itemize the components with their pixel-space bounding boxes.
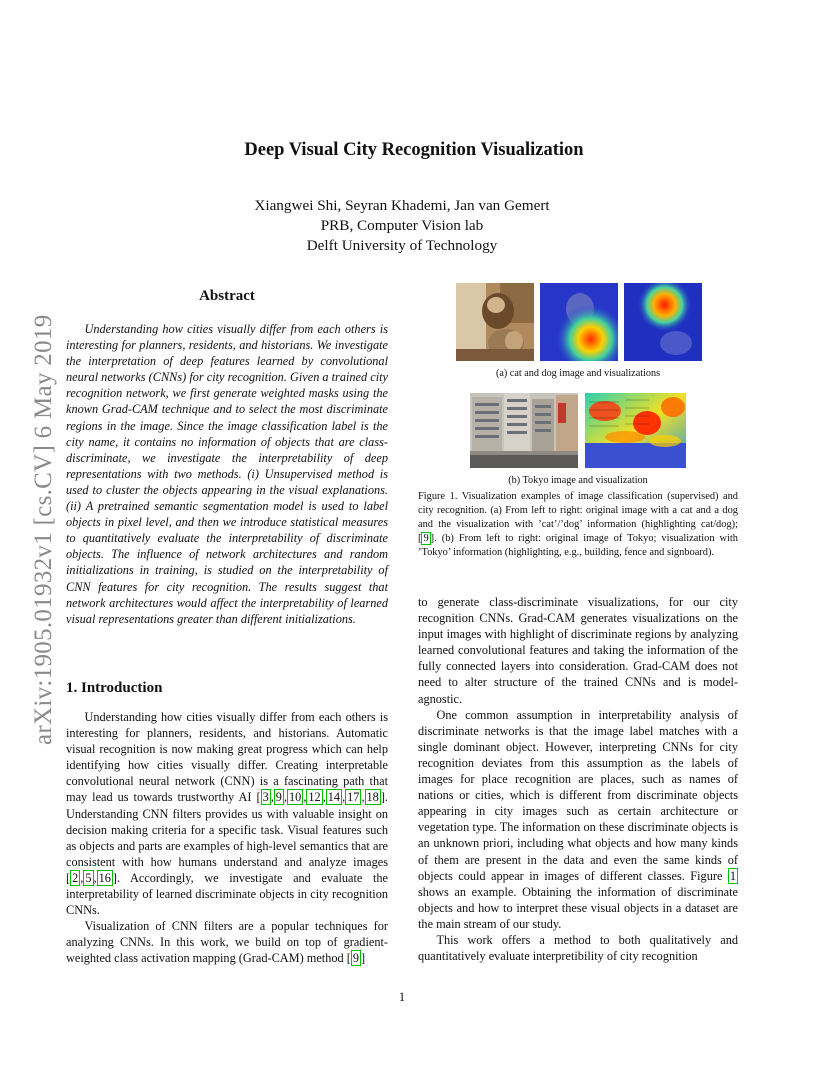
cat-visualization-image bbox=[540, 283, 618, 361]
abstract-text: Understanding how cities visually differ from each others is interesting for planners, residents, and historians. We investigate the interpretation of deep features learned by convolutional neural networks (CNNs) for city recognition. Given a trained city recognition network, we first generate weighted masks using the known Grad-CAM technique and to select the most discriminate regions in the image. Since the image classification label is the city name, it contains no information of objects that are class-discriminate, we investigate the interpretability of deep representations with two methods. (i) Unsupervised method is used to cluster the objects appearing in the visual explanations. (ii) A pretrained semantic segmentation model is used to label objects in pixel level, and then we introduce statistical measures to quantitatively evaluate the interpretability of discriminate objects. The influence of network architectures and random initializations in training, is studied on the interpretability of CNN features for city recognition. The results suggest that network architectures would affect the interpretability of learned visual representations greater than different initializations. bbox=[66, 322, 388, 626]
paper-title: Deep Visual City Recognition Visualization bbox=[244, 140, 584, 160]
intro-paragraph-2-continued: to generate class-discriminate visualizations, for our city recognition CNNs. Grad-CAM generates visualizations on the input images with highlight of discriminate regions by analyzing learned convolutional features and taking the information of the fully connected layers into consideration. Grad-CAM does not need to alter structure of the trained CNNs and is model-agnostic. bbox=[418, 595, 738, 706]
intro-paragraph-4: This work offers a method to both qualitatively and quantitatively evaluate interpretibility of city recognition bbox=[418, 932, 738, 964]
citation-link[interactable]: 17 bbox=[347, 790, 360, 805]
citation-link[interactable]: 12 bbox=[308, 790, 321, 805]
tokyo-visualization-image bbox=[585, 393, 686, 468]
section-heading: 1. Introduction bbox=[66, 680, 163, 696]
affiliation-university: Delft University of Technology bbox=[306, 237, 498, 254]
arxiv-identifier: arXiv:1905.01932v1 [cs.CV] 6 May 2019 bbox=[30, 314, 57, 746]
citation-link[interactable]: 16 bbox=[98, 870, 111, 885]
dog-visualization-image bbox=[624, 283, 702, 361]
intro-paragraph-2: Visualization of CNN filters are a popular techniques for analyzing CNNs. In this work, we build on top of gradient-weighted class activation mapping (Grad-CAM) method [ 9 ] bbox=[66, 919, 388, 966]
citation-link[interactable]: 9 bbox=[352, 951, 359, 966]
intro-paragraph-3: One common assumption in interpretability analysis of discriminate networks is that the image label matches with a single dominant object. However, interpreting CNNs for city recognition deviates from this assumption as the labels of images for place recognition are places, such as names of nations or cities, which is different from discriminate objects appearing in city images such as certain architecture or vegetation type. The information on these discriminate objects is an unknown priori, including what objects and how many kinds of them are present in the data and even the same kinds of objects could appear in images of different classes. Figure 1 shows an example. Obtaining the information of discriminate objects and how to interpret these visual objects in a dataset are the main stream of our study. bbox=[418, 707, 738, 931]
citation-link[interactable]: 5 bbox=[85, 870, 92, 885]
citation-link[interactable]: 18 bbox=[366, 790, 379, 805]
subcaption-b: (b) Tokyo image and visualization bbox=[508, 475, 648, 486]
citation-link[interactable]: 9 bbox=[423, 532, 429, 544]
citation-link[interactable]: 2 bbox=[72, 870, 79, 885]
figure-caption: Figure 1. Visualization examples of image classification (supervised) and city recognition. (a) From left to right: original image with a cat and a dog and the visualization with ’cat’/’dog’ information (highlighting cat/dog); [ 9 ]. (b) From left to right: original image of Tokyo; visualization with ’Tokyo’ information (highlighting, e.g., building, fence and signboard). bbox=[418, 491, 738, 558]
citation-link[interactable]: 9 bbox=[275, 790, 282, 805]
intro-right-column bbox=[418, 594, 738, 964]
authors: Xiangwei Shi, Seyran Khademi, Jan van Gemert bbox=[254, 197, 550, 214]
subcaption-a: (a) cat and dog image and visualizations bbox=[495, 368, 661, 379]
tokyo-original-image bbox=[470, 393, 578, 468]
citation-link[interactable]: 3 bbox=[262, 790, 269, 805]
affiliation-lab: PRB, Computer Vision lab bbox=[320, 217, 484, 234]
cat-dog-original-image bbox=[456, 283, 534, 361]
intro-left-column bbox=[66, 709, 388, 967]
author-block bbox=[0, 196, 804, 256]
abstract-heading: Abstract bbox=[199, 288, 255, 304]
intro-paragraph-1: Understanding how cities visually differ from each others is interesting for planners, residents, and historians. Automatic visual recognition is now making great progress which can help identifying how cities visually differ. Creating interpretable convolutional neural network (CNN) is a fascinating path that may lead us towards trustworthy AI [ 3 , 9 , 10 , 12 , 14 , 17 , 18 ]. Understanding CNN filters provides us with valuable insight on decision making criteria for a specific task. Visual features such as objects and parts are examples of high-level semantics that are consistent with how humans understand and analyze images [ 2 , 5 , 16 ]. Accordingly, we investigate and evaluate the interpretability of learned discriminate objects in city recognition CNNs. bbox=[66, 710, 388, 918]
citation-link[interactable]: 10 bbox=[289, 790, 302, 805]
citation-link[interactable]: 14 bbox=[327, 790, 341, 805]
figure-link[interactable]: 1 bbox=[729, 868, 736, 883]
page-number: 1 bbox=[398, 990, 406, 1004]
